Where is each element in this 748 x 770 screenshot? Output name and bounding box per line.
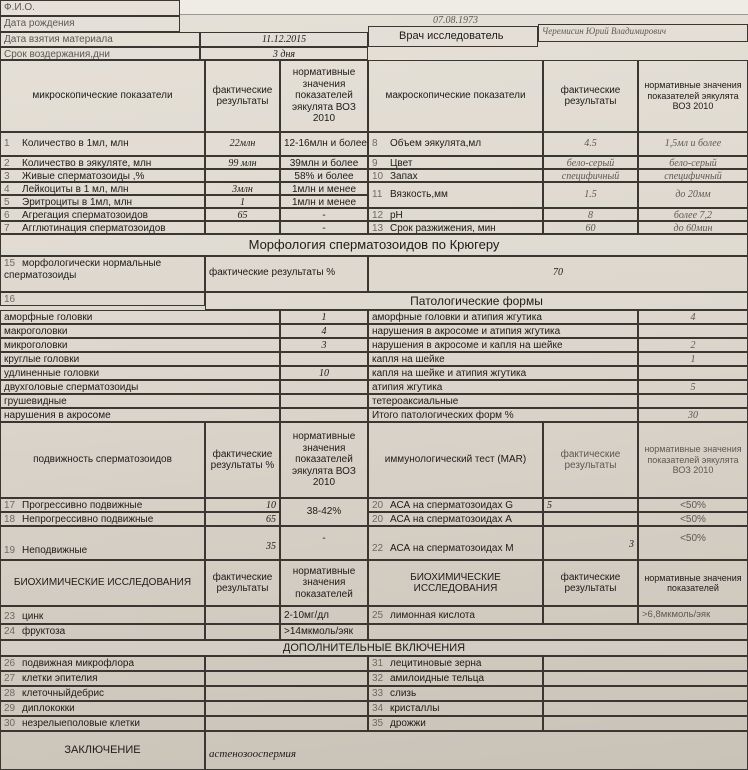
macro-row-label: 12 pH bbox=[368, 208, 543, 221]
macro-row-norm: специфичный bbox=[638, 169, 748, 182]
motility-header: подвижность сперматозоидов bbox=[0, 422, 205, 498]
patho-right-value: 2 bbox=[638, 338, 748, 352]
macro-row-actual: бело-серый bbox=[543, 156, 638, 169]
biochem-actual-header-right: фактические результаты bbox=[543, 560, 638, 606]
micro-row-actual: 1 bbox=[205, 195, 280, 208]
patho-right-label: тетероаксиальные bbox=[368, 394, 638, 408]
doctor-value: Черемисин Юрий Владимирович bbox=[538, 24, 748, 42]
inclusion-right-value bbox=[543, 686, 748, 701]
conclusion-label: ЗАКЛЮЧЕНИЕ bbox=[0, 731, 205, 770]
doctor-label: Врач исследователь bbox=[368, 26, 538, 47]
macro-row-norm: бело-серый bbox=[638, 156, 748, 169]
patho-left-value bbox=[280, 394, 368, 408]
inclusion-left-value bbox=[205, 686, 368, 701]
biochem-header-right: БИОХИМИЧЕСКИЕ ИССЛЕДОВАНИЯ bbox=[368, 560, 543, 606]
micro-row-label: 4 Лейкоциты в 1 мл, млн bbox=[0, 182, 205, 195]
inclusion-right-label: 34 кристаллы bbox=[368, 701, 543, 716]
patho-left-value: 10 bbox=[280, 366, 368, 380]
macro-row-norm: 1,5мл и более bbox=[638, 132, 748, 156]
patho-left-value bbox=[280, 408, 368, 422]
conclusion-value: астенозооспермия bbox=[205, 731, 748, 770]
inclusion-left-value bbox=[205, 656, 368, 671]
mar-actual-header: фактические результаты bbox=[543, 422, 638, 498]
macro-row-label: 13 Срок разжижения, мин bbox=[368, 221, 543, 234]
macro-actual-header: фактические результаты bbox=[543, 60, 638, 132]
patho-title: Патологические формы bbox=[205, 292, 748, 310]
inclusion-left-value bbox=[205, 716, 368, 731]
inclusion-right-label: 31 лецитиновые зерна bbox=[368, 656, 543, 671]
patho-left-label: аморфные головки bbox=[0, 310, 280, 324]
motility-norm-value: 38-42% bbox=[280, 498, 368, 526]
biochem-row-value bbox=[205, 606, 280, 624]
inclusion-left-value bbox=[205, 701, 368, 716]
mar-header: иммунологический тест (MAR) bbox=[368, 422, 543, 498]
patho-right-label: капля на шейке и атипия жгутика bbox=[368, 366, 638, 380]
kruger-value: 70 bbox=[368, 256, 748, 292]
macro-norm-header: нормативные значения показателей эякулята ВОЗ 2010 bbox=[638, 60, 748, 132]
mar-row-value: 3 bbox=[543, 526, 638, 560]
dob-label: Дата рождения bbox=[0, 16, 180, 32]
patho-left-label: двухголовые сперматозоиды bbox=[0, 380, 280, 394]
patho-right-label: нарушения в акросоме и атипия жгутика bbox=[368, 324, 638, 338]
macro-row-norm: до 60мин bbox=[638, 221, 748, 234]
patho-right-label: капля на шейке bbox=[368, 352, 638, 366]
biochem-row-value-right bbox=[543, 606, 638, 624]
biochem-row-norm-right: >6,8мкмоль/эяк bbox=[638, 606, 748, 624]
motility-norm-dash: - bbox=[280, 526, 368, 560]
biochem-actual-header: фактические результаты bbox=[205, 560, 280, 606]
macro-row-actual: 4.5 bbox=[543, 132, 638, 156]
patho-right-label: аморфные головки и атипия жгутика bbox=[368, 310, 638, 324]
patho-left-value bbox=[280, 352, 368, 366]
motility-row-value: 35 bbox=[205, 526, 280, 560]
biochem-row-label-right: 25 лимонная кислота bbox=[368, 606, 543, 624]
micro-actual-header: фактические результаты bbox=[205, 60, 280, 132]
biochem-norm-header-right: нормативные значения показателей bbox=[638, 560, 748, 606]
row-16: 16 bbox=[0, 292, 205, 306]
micro-row-label: 2 Количество в эякуляте, млн bbox=[0, 156, 205, 169]
mar-row-norm: <50% bbox=[638, 498, 748, 512]
kruger-label: 15 морфологически нормальные сперматозоиды bbox=[0, 256, 205, 292]
overlapping-page-edge bbox=[180, 0, 748, 15]
inclusion-left-label: 26 подвижная микрофлора bbox=[0, 656, 205, 671]
patho-right-value: 4 bbox=[638, 310, 748, 324]
micro-row-actual bbox=[205, 169, 280, 182]
micro-row-actual bbox=[205, 221, 280, 234]
micro-row-label: 3 Живые сперматозоиды ,% bbox=[0, 169, 205, 182]
patho-right-value bbox=[638, 366, 748, 380]
macro-row-actual: 1.5 bbox=[543, 182, 638, 208]
macro-row-label: 9 Цвет bbox=[368, 156, 543, 169]
micro-row-norm: 1млн и менее bbox=[280, 195, 368, 208]
micro-row-norm: - bbox=[280, 221, 368, 234]
patho-left-value: 3 bbox=[280, 338, 368, 352]
biochem-empty-right bbox=[368, 624, 748, 640]
micro-row-label: 1 Количество в 1мл, млн bbox=[0, 132, 205, 156]
abstinence-label: Срок воздержания,дни bbox=[0, 47, 200, 60]
micro-row-actual: 99 млн bbox=[205, 156, 280, 169]
patho-left-label: макроголовки bbox=[0, 324, 280, 338]
dob-value: 07.08.1973 bbox=[433, 15, 478, 26]
inclusion-right-label: 35 дрожжи bbox=[368, 716, 543, 731]
fio-label: Ф.И.О. bbox=[0, 0, 180, 16]
patho-total-label: Итого патологических форм % bbox=[368, 408, 638, 422]
mar-row-label: 22 АСА на сперматозоидах М bbox=[368, 526, 543, 560]
macro-row-label: 10 Запах bbox=[368, 169, 543, 182]
patho-left-label: микроголовки bbox=[0, 338, 280, 352]
motility-actual-header: фактические результаты % bbox=[205, 422, 280, 498]
biochem-row-norm: 2-10мг/дл bbox=[280, 606, 368, 624]
patho-right-label: нарушения в акросоме и капля на шейке bbox=[368, 338, 638, 352]
micro-row-norm: 39млн и более bbox=[280, 156, 368, 169]
macro-header: макроскопические показатели bbox=[368, 60, 543, 132]
mar-row-label: 20 АСА на сперматозоидах G bbox=[368, 498, 543, 512]
biochem-row-value bbox=[205, 624, 280, 640]
macro-row-actual: 8 bbox=[543, 208, 638, 221]
kruger-actual-label: фактические результаты % bbox=[205, 256, 368, 292]
macro-row-norm: до 20мм bbox=[638, 182, 748, 208]
biochem-row-label: 23 цинк bbox=[0, 606, 205, 624]
macro-row-label: 11 Вязкость,мм bbox=[368, 182, 543, 208]
inclusion-left-label: 29 диплококки bbox=[0, 701, 205, 716]
motility-row-label: 19 Неподвижные bbox=[0, 526, 205, 560]
macro-row-label: 8 Объем эякулята,мл bbox=[368, 132, 543, 156]
collection-date-value: 11.12.2015 bbox=[200, 32, 368, 47]
micro-row-actual: 22млн bbox=[205, 132, 280, 156]
macro-row-actual: 60 bbox=[543, 221, 638, 234]
patho-left-label: круглые головки bbox=[0, 352, 280, 366]
biochem-row-label: 24 фруктоза bbox=[0, 624, 205, 640]
micro-norm-header: нормативные значения показателей эякулята ВОЗ 2010 bbox=[280, 60, 368, 132]
inclusion-right-value bbox=[543, 701, 748, 716]
micro-row-label: 6 Агрегация сперматозоидов bbox=[0, 208, 205, 221]
micro-row-norm: 1млн и менее bbox=[280, 182, 368, 195]
inclusion-right-label: 32 амилоидные тельца bbox=[368, 671, 543, 686]
inclusion-left-label: 30 незрелыеполовые клетки bbox=[0, 716, 205, 731]
patho-left-value: 4 bbox=[280, 324, 368, 338]
motility-row-value: 10 bbox=[205, 498, 280, 512]
micro-row-norm: - bbox=[280, 208, 368, 221]
micro-row-norm: 58% и более bbox=[280, 169, 368, 182]
micro-row-actual: 3млн bbox=[205, 182, 280, 195]
motility-row-value: 65 bbox=[205, 512, 280, 526]
motility-norm-header: нормативные значения показателей эякулята ВОЗ 2010 bbox=[280, 422, 368, 498]
collection-date-label: Дата взятия материала bbox=[0, 32, 200, 47]
biochem-row-norm: >14мкмоль/эяк bbox=[280, 624, 368, 640]
patho-right-value: 5 bbox=[638, 380, 748, 394]
inclusions-title: ДОПОЛНИТЕЛЬНЫЕ ВКЛЮЧЕНИЯ bbox=[0, 640, 748, 656]
motility-row-label: 17 Прогрессивно подвижные bbox=[0, 498, 205, 512]
mar-row-norm: <50% bbox=[638, 512, 748, 526]
mar-row-value: 5 bbox=[543, 498, 638, 512]
mar-row-value bbox=[543, 512, 638, 526]
micro-row-norm: 12-16млн и более bbox=[280, 132, 368, 156]
patho-right-value bbox=[638, 394, 748, 408]
inclusion-right-label: 33 слизь bbox=[368, 686, 543, 701]
abstinence-value: 3 дня bbox=[200, 47, 368, 60]
inclusion-right-value bbox=[543, 716, 748, 731]
patho-total-value: 30 bbox=[638, 408, 748, 422]
mar-row-label: 20 АСА на сперматозоидах А bbox=[368, 512, 543, 526]
patho-left-label: удлиненные головки bbox=[0, 366, 280, 380]
micro-row-label: 7 Агглютинация сперматозоидов bbox=[0, 221, 205, 234]
micro-header: микроскопические показатели bbox=[0, 60, 205, 132]
inclusion-right-value bbox=[543, 671, 748, 686]
macro-row-actual: специфичный bbox=[543, 169, 638, 182]
patho-left-value: 1 bbox=[280, 310, 368, 324]
mar-row-norm: <50% bbox=[638, 526, 748, 560]
patho-right-label: атипия жгутика bbox=[368, 380, 638, 394]
macro-row-norm: более 7,2 bbox=[638, 208, 748, 221]
micro-row-actual: 65 bbox=[205, 208, 280, 221]
patho-left-label: грушевидные bbox=[0, 394, 280, 408]
micro-row-label: 5 Эритроциты в 1мл, млн bbox=[0, 195, 205, 208]
patho-right-value: 1 bbox=[638, 352, 748, 366]
biochem-header-left: БИОХИМИЧЕСКИЕ ИССЛЕДОВАНИЯ bbox=[0, 560, 205, 606]
patho-left-label: нарушения в акросоме bbox=[0, 408, 280, 422]
inclusion-left-label: 27 клетки эпителия bbox=[0, 671, 205, 686]
patho-right-value bbox=[638, 324, 748, 338]
kruger-title: Морфология сперматозоидов по Крюгеру bbox=[0, 234, 748, 256]
inclusion-left-label: 28 клеточныйдебрис bbox=[0, 686, 205, 701]
inclusion-left-value bbox=[205, 671, 368, 686]
inclusion-right-value bbox=[543, 656, 748, 671]
motility-row-label: 18 Непрогрессивно подвижные bbox=[0, 512, 205, 526]
biochem-norm-header: нормативные значения показателей bbox=[280, 560, 368, 606]
mar-norm-header: нормативные значения показателей эякулята ВОЗ 2010 bbox=[638, 422, 748, 498]
patho-left-value bbox=[280, 380, 368, 394]
